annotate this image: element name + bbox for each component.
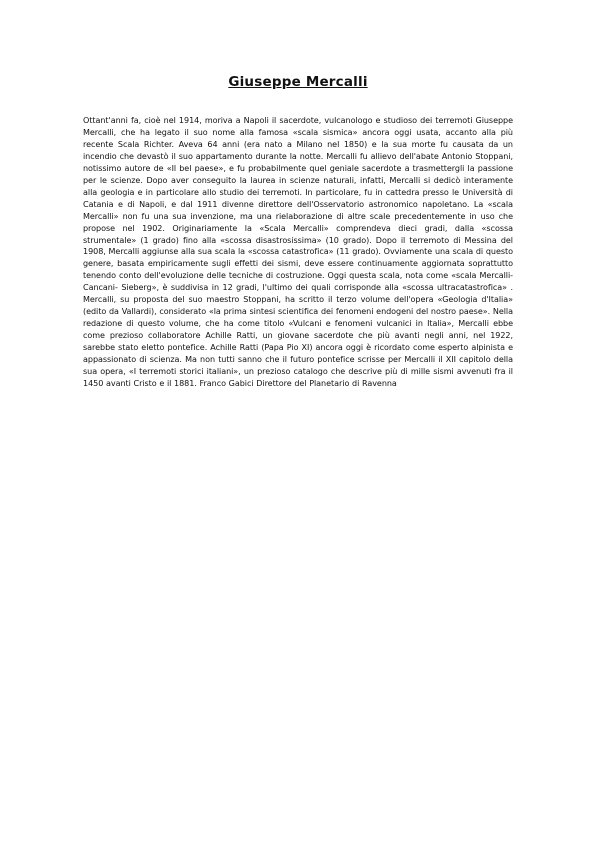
document-title: Giuseppe Mercalli	[228, 74, 368, 90]
document-body-paragraph: Ottant'anni fa, cioè nel 1914, moriva a Napoli il sacerdote, vulcanologo e studioso dei terremoti Giuseppe Mercalli, che ha legato il suo nome alla famosa «scala sismica» ancora oggi usata, accanto alla più recente Scala Richter. Aveva 64 anni (era nato a Milano nel 1850) e la sua morte fu causata da un incendio che devastò il suo appartamento durante la notte. Mercalli fu allievo dell'abate Antonio Stoppani, notissimo autore de «Il bel paese», e fu probabilmente quel geniale sacerdote a trasmettergli la passione per le scienze. Dopo aver conseguito la laurea in scienze naturali, infatti, Mercalli si dedicò interamente alla geologia e in particolare allo studio dei terremoti. In particolare, fu in cattedra presso le Università di Catania e di Napoli, e dal 1911 divenne direttore dell'Osservatorio astronomico napoletano. La «scala Mercalli» non fu una sua invenzione, ma una rielaborazione di altre scale precedentemente in uso che propose nel 1902. Originariamente la «Scala Mercalli» comprendeva dieci gradi, dalla «scossa strumentale» (1 grado) fino alla «scossa disastrosissima» (10 grado). Dopo il terremoto di Messina del 1908, Mercalli aggiunse alla sua scala la «scossa catastrofica» (11 grado). Ovviamente una scala di questo genere, basata empiricamente sugli effetti dei sismi, deve essere continuamente aggiornata soprattutto tenendo conto dell'evoluzione delle tecniche di costruzione. Oggi questa scala, nota come «scala Mercalli- Cancani- Sieberg», è suddivisa in 12 gradi, l'ultimo dei quali corrisponde alla «scossa ultracatastrofica» . Mercalli, su proposta del suo maestro Stoppani, ha scritto il terzo volume dell'opera «Geologia d'Italia» (edito da Vallardi), considerato «la prima sintesi scientifica dei fenomeni endogeni del nostro paese». Nella redazione di questo volume, che ha come titolo «Vulcani e fenomeni vulcanici in Italia», Mercalli ebbe come prezioso collaboratore Achille Ratti, un giovane sacerdote che più avanti negli anni, nel 1922, sarebbe stato eletto pontefice. Achille Ratti (Papa Pio XI) ancora oggi è ricordato come esperto alpinista e appassionato di scienza. Ma non tutti sanno che il futuro pontefice scrisse per Mercalli il XII capitolo della sua opera, «I terremoti storici italiani», un prezioso catalogo che descrive più di mille sismi avvenuti fra il 1450 avanti Cristo e il 1881. Franco Gabici Direttore del Planetario di Ravenna	[83, 116, 513, 388]
